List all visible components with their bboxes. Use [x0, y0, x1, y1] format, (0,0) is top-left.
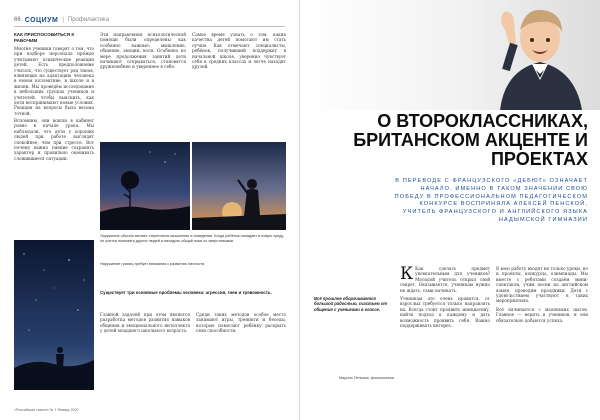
body-text-2b: Всё начинается с маленьких шагов. Главное — верить в учеников, и они обязательно добьются успеха.: [496, 306, 588, 323]
photo-credit: Марина Пенская, фотоколлаж: [338, 376, 394, 380]
body-text-1b: Ученикам это очень нравится, от взрослых требуется только направлять их. Всегда стоит проявить инициативу, найти подход к каждому и дать возможность проявить себя. Важно поддерживать интерес.: [400, 296, 490, 329]
brand-title: СОЦИУМ: [24, 16, 59, 24]
bottom-column-1: Главной задачей при этом является разработка методов развития навыков общения и эмоционального интеллекта у детей младшего школьного возраста.: [100, 312, 190, 334]
silhouette-sunset-photo: [192, 142, 286, 230]
pull-quote: Всё прошлое оборачивается большой радостью, счастьем от общения с учениками в классе.: [314, 296, 388, 312]
bottom-column-2: Среди таких методов особое место занимают игры, тренинги и беседы, которые помогают ребёнку раскрыть свои способности.: [196, 312, 286, 334]
dusk-tree-photo: [100, 142, 190, 230]
section-subhead: КАК ПРИСПОСОБИТЬСЯ К РАБОЧИМ: [14, 32, 75, 43]
article-lead: В ПЕРЕВОДЕ С ФРАНЦУЗСКОГО «ДЕБЮТ» ОЗНАЧАЕТ НАЧАЛО. ИМЕННО В ТАКОМ ЗНАЧЕНИИ СВОЮ ПОБЕДУ В ПРОФЕССИОНАЛЬНОМ ПЕДАГОГИЧЕСКОМ КОНКУРСЕ ВОСПРИНЯЛА АЛЕКСЕЙ ПЕНСКОЙ, УЧИТЕЛЬ ФРАНЦУЗСКОГО И АНГЛИЙСКОГО ЯЗЫКА НАДЫМСКОЙ ГИМНАЗИИ: [394, 178, 588, 223]
body-column-2: [496, 266, 588, 406]
body-text-1: Как сделать предмет увлекательным для учеников? Молодой учитель открыл свой секрет. Оказывается, ученикам нужно не ждать, сами начинать.: [400, 266, 490, 293]
page-footer: «Российская газета» № 1 Январь 2020: [14, 408, 79, 412]
article-column-1b: Вспомним, они вошли в кабинет ровно в начале урока. Мы наблюдали, что дети у хороших людей при работе выглядят спокойнее, чем при стрессе. Вот почему важно умение сохранять характер и правильно оценивать сложившиеся ситуации.: [14, 118, 94, 161]
rubric-label: Профилактика: [67, 17, 109, 23]
body-column-1: [400, 266, 490, 406]
article-column-1: Многие ученики говорят о том, что при подборе персонала прежде учитывают психические реакции детей. Есть предположение считать, что существует ряд типов, влияющих на адаптацию человека в новом коллективе, в школе и в жизни. Мы проведём исследование в небольших группах учеников и учителей, чтобы выяснить, как дети воспринимают новые условия. Реакция на вопросы была весьма точной.: [14, 46, 94, 116]
article-column-2: Эти направления психологической помощи были определены как особенно важные: мышление, общение, эмоции, воля. Особенно по мере продолжения занятий дети начинают открываться, становятся дружелюбнее и увереннее в себе.: [100, 32, 186, 70]
page-number: 66: [14, 17, 21, 23]
starry-sky-illustration: [14, 240, 94, 390]
header-divider: [14, 26, 285, 27]
body-text-2: В мою работу входят не только уроки, но и проекты, конкурсы, олимпиады. Мы вместе с ребятами создаём мини-спектакли, учим песни на английском языке, проводим праздники. Дети с удовольствием участвуют в таких мероприятиях.: [496, 266, 588, 304]
highlight-callout: Существует три основные проблемы человека: агрессия, гнев и тревожность.: [100, 290, 272, 295]
photo-caption-2: Нарушение границ требует внимания к развитию личности.: [100, 262, 206, 266]
header-separator: |: [62, 17, 64, 23]
starry-sky-photo: [14, 240, 94, 390]
article-column-3: Самое время узнать о том, какие качества детей помогают им стать лучше. Как отмечают специалисты, ребёнок, получивший поддержку в начальной школе, уверенно чувствует себя в средних классах и легче находит друзей.: [192, 32, 286, 70]
right-page: [300, 0, 600, 420]
schoolboy-illustration: [300, 0, 600, 110]
photo-caption: Окружение обычно меняет стереотипы мышления и поведения. Когда ребёнок попадает в новую среду, он учится понимать других людей и находить общий язык со сверстниками.: [100, 234, 284, 243]
page-header: [14, 14, 285, 26]
silhouette-illustration: [192, 142, 286, 230]
dusk-tree-illustration: [100, 142, 190, 230]
drop-cap: К: [400, 266, 414, 284]
schoolboy-photo: [300, 0, 600, 110]
article-headline: О ВТОРОКЛАССНИКАХ, БРИТАНСКОМ АКЦЕНТЕ И ПРОЕКТАХ: [353, 111, 588, 169]
